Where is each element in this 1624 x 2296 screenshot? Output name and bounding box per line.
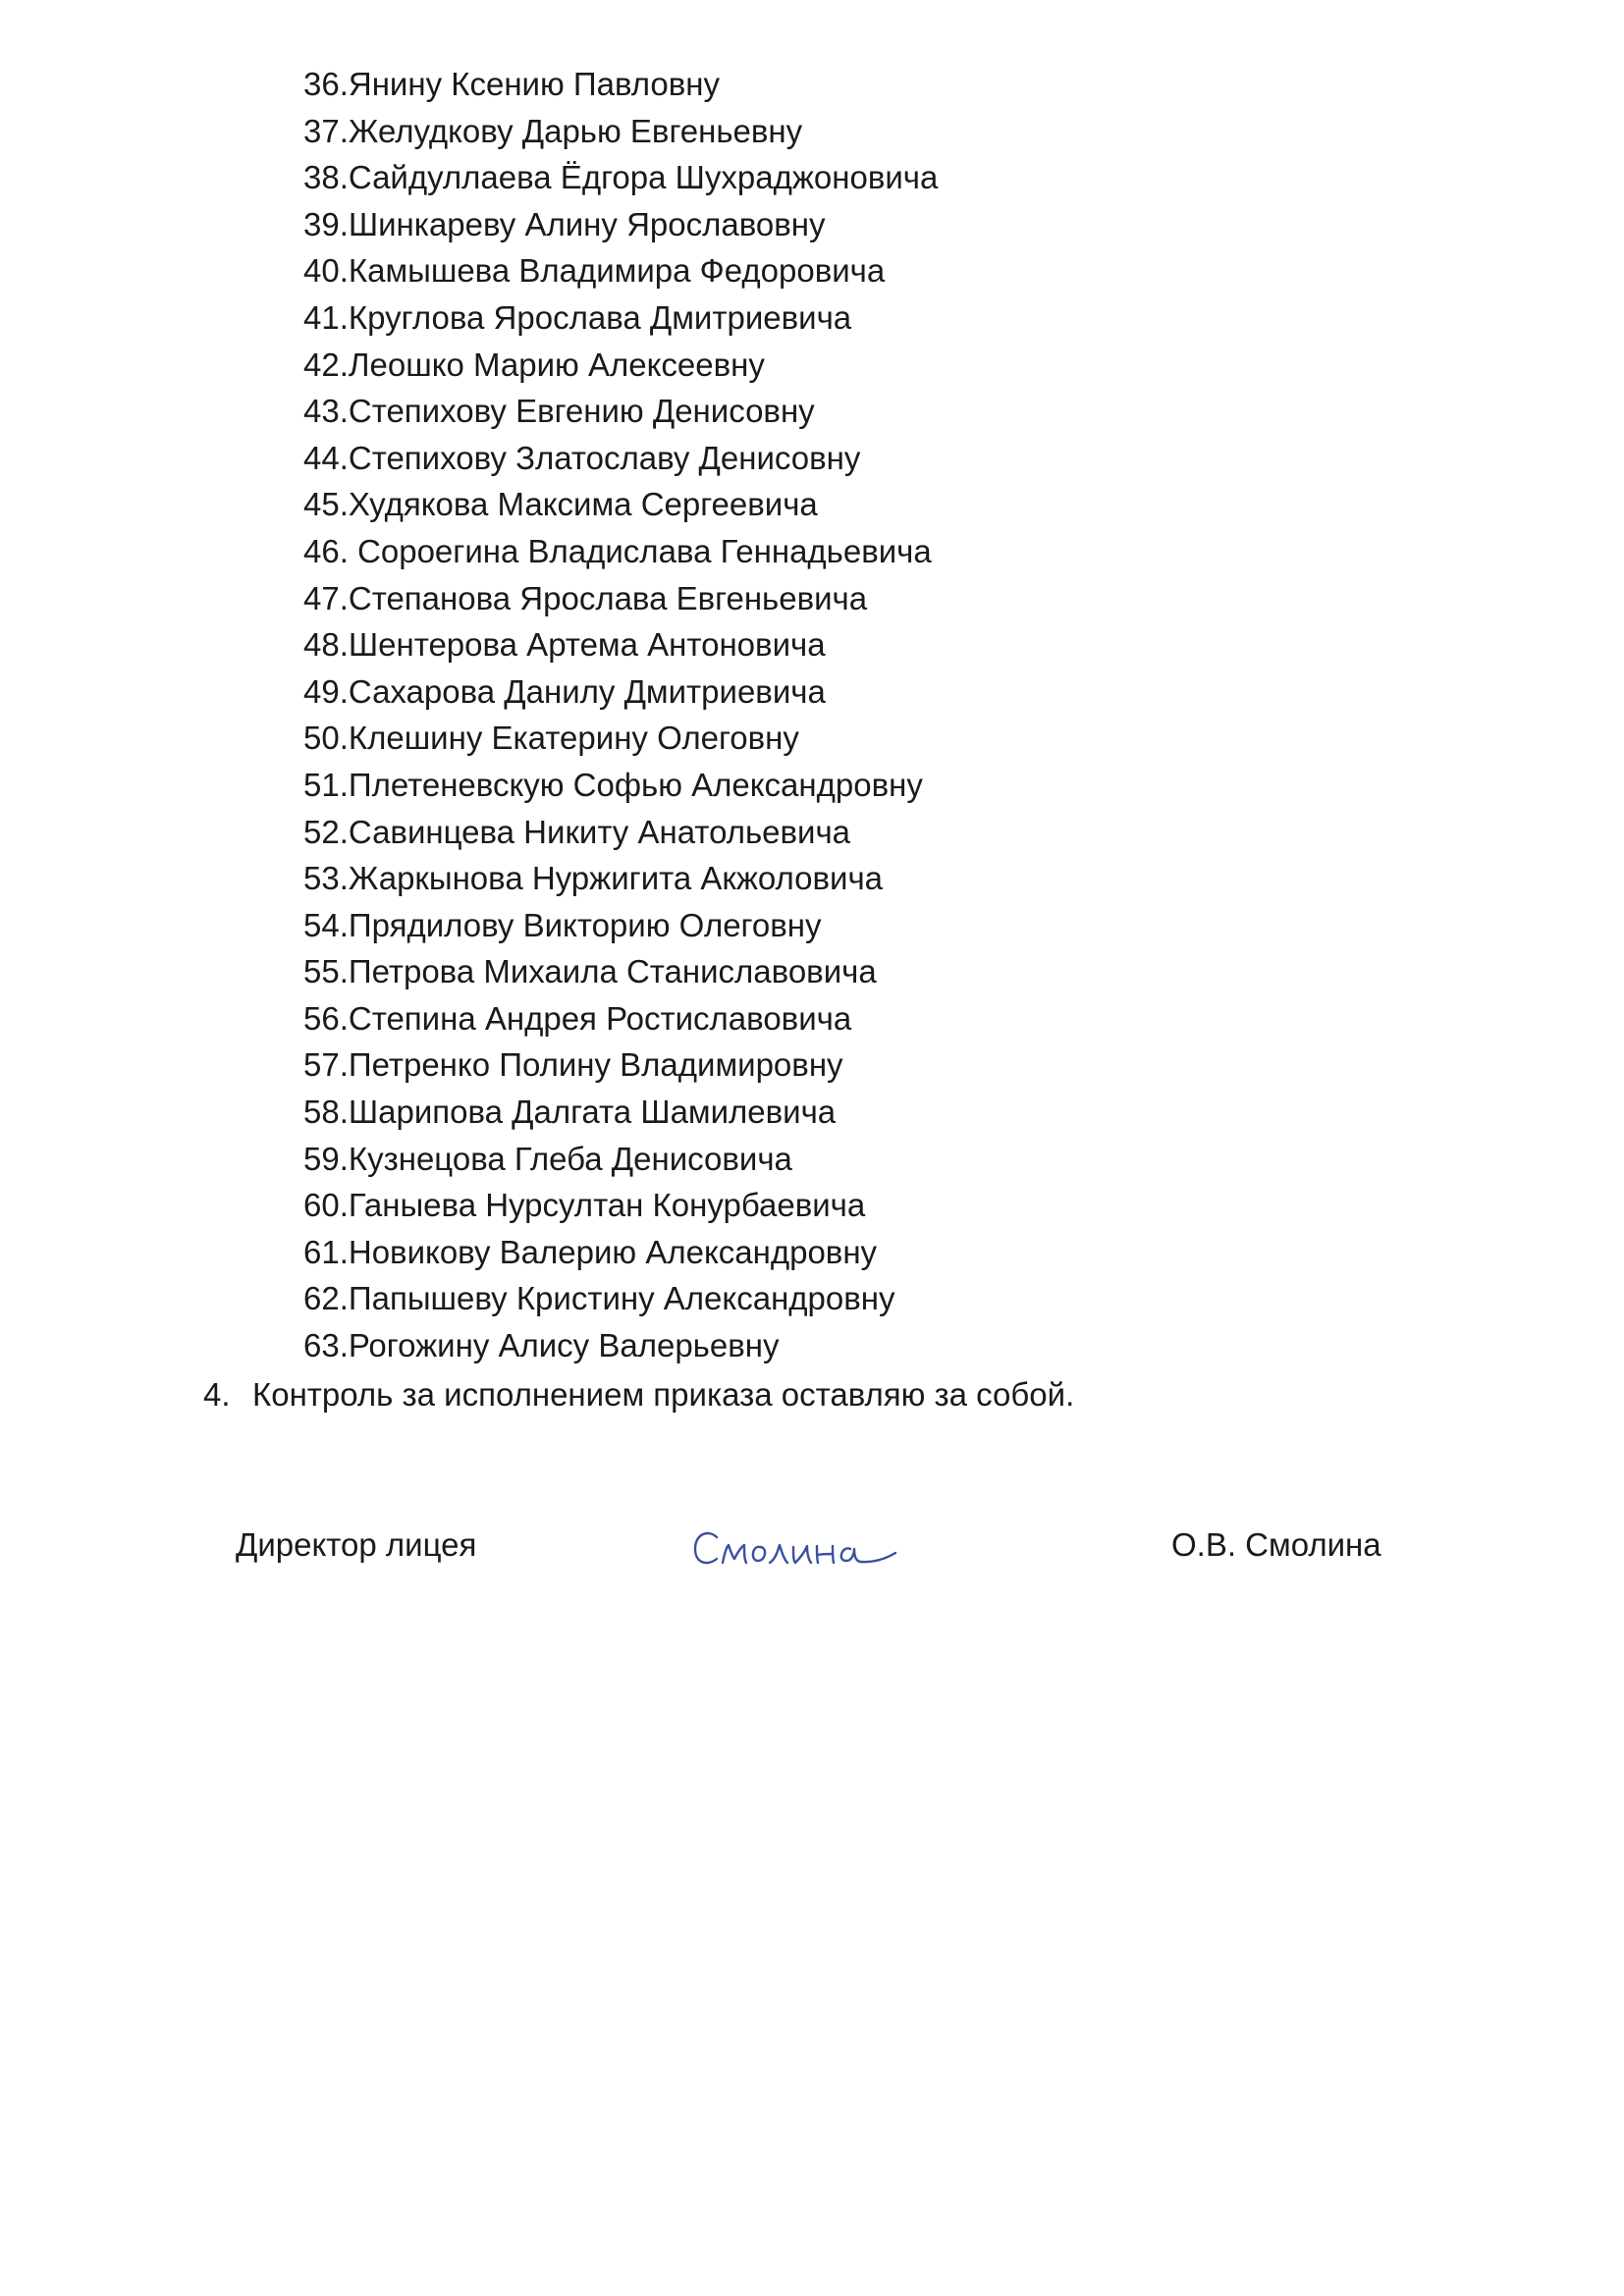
student-list-item: 60.Ганыева Нурсултан Конурбаевича (303, 1187, 866, 1224)
signatory-title: Директор лицея (236, 1526, 477, 1563)
signatory-name: О.В. Смолина (1171, 1526, 1381, 1563)
student-list-item: 63.Рогожину Алису Валерьевну (303, 1327, 780, 1364)
student-list-item: 49.Сахарова Данилу Дмитриевича (303, 672, 826, 710)
handwritten-signature (687, 1520, 898, 1576)
student-list-item: 57.Петренко Полину Владимировну (303, 1046, 843, 1084)
student-list-item: 47.Степанова Ярослава Евгеньевича (303, 579, 868, 616)
student-list-item: 51.Плетеневскую Софью Александровну (303, 766, 923, 803)
student-list-item: 62.Папышеву Кристину Александровну (303, 1280, 895, 1317)
student-list-item: 52.Савинцева Никиту Анатольевича (303, 813, 851, 850)
student-list-item: 50.Клешину Екатерину Олеговну (303, 720, 799, 757)
student-list-item: 41.Круглова Ярослава Дмитриевича (303, 298, 852, 336)
student-list-item: 59.Кузнецова Глеба Денисовича (303, 1140, 792, 1177)
student-list-item: 40.Камышева Владимира Федоровича (303, 252, 886, 290)
student-list-item: 43.Степихову Евгению Денисовну (303, 393, 815, 430)
student-list-item: 44.Степихову Златославу Денисовну (303, 439, 861, 476)
student-list-item: 37.Желудкову Дарью Евгеньевну (303, 112, 803, 149)
student-list-item: 46. Сороегина Владислава Геннадьевича (303, 532, 932, 569)
student-list-item: 39.Шинкареву Алину Ярославовну (303, 205, 826, 242)
student-list-item: 58.Шарипова Далгата Шамилевича (303, 1094, 837, 1131)
student-list-item: 42.Леошко Марию Алексеевну (303, 346, 765, 383)
student-list-item: 54.Прядилову Викторию Олеговну (303, 906, 822, 943)
student-list-item: 48.Шентерова Артема Антоновича (303, 626, 826, 664)
student-list-item: 56.Степина Андрея Ростиславовича (303, 999, 852, 1037)
student-list-item: 36.Янину Ксению Павловну (303, 66, 720, 102)
item-number: 4. (203, 1376, 231, 1413)
student-list-item: 53.Жаркынова Нуржигита Акжоловича (303, 860, 884, 897)
student-list (303, 61, 938, 1369)
student-list-item: 45.Худякова Максима Сергеевича (303, 486, 818, 523)
student-list-item: 38.Сайдуллаева Ёдгора Шухраджоновича (303, 159, 939, 196)
student-list-item: 55.Петрова Михаила Станиславовича (303, 953, 877, 990)
item-text: Контроль за исполнением приказа оставляю за собой. (252, 1376, 1075, 1413)
order-item-4 (203, 1371, 1074, 1418)
student-list-item: 61.Новикову Валерию Александровну (303, 1233, 878, 1270)
